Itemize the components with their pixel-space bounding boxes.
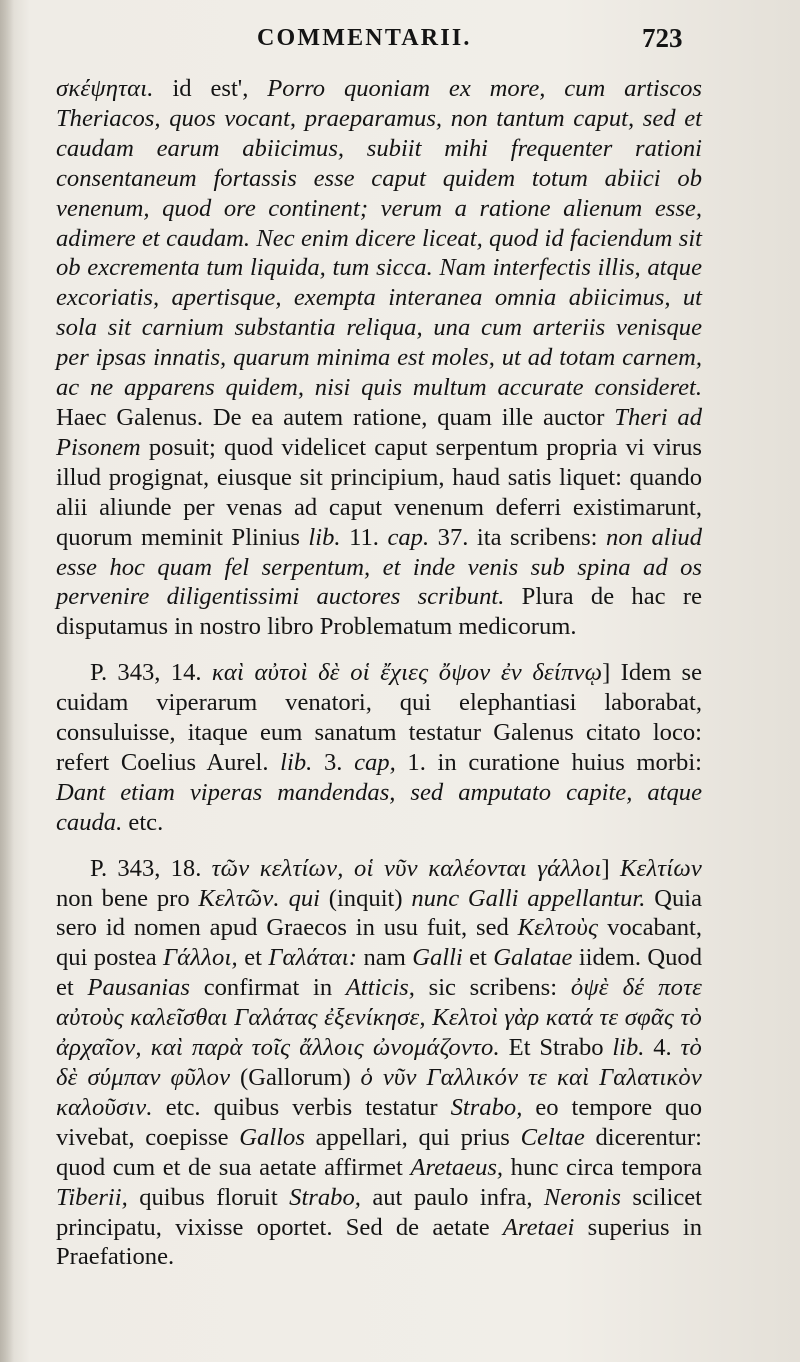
body-text: iidem. Quod et	[56, 944, 702, 1002]
italic-text: Tiberii,	[56, 1183, 128, 1211]
running-head	[0, 24, 800, 60]
greek-quotation: Γάλλοι,	[162, 944, 238, 972]
body-text: ] Idem se cuidam viperarum venatori, qui elephantiasi laborabat, consuluisse, itaque eum sanatum testatur Galenus citato loco: refert Coelius Aurel.	[56, 659, 702, 776]
body-text: ]	[601, 854, 620, 882]
greek-quotation: Κελτῶν.	[198, 884, 280, 912]
body-text: superius in Praefatione.	[56, 1213, 702, 1271]
body-text: confirmat in	[189, 974, 346, 1002]
italic-text: Atticis,	[345, 974, 415, 1002]
body-text: scilicet principatu, vixisse oportet. Sed de aetate	[56, 1183, 702, 1241]
greek-quotation: ὁ νῦν Γαλλικόν τε καὶ Γαλατικὸν καλοῦσιν.	[56, 1064, 702, 1121]
greek-quotation: τὸ δὲ σύμπαν φῦλον	[56, 1034, 702, 1091]
italic-text: Porro quoniam ex more, cum artiscos Theriacos, quos vocant, praeparamus, non tantum caput, sed et caudam earum abiicimus, subiit mihi frequenter rationi consentaneum fortassis esse caput quidem totum abiici ob venenum, quod ore continent; verum a ratione alienum esse, adimere et caudam. Nec enim dicere liceat, quod id faciendum sit ob excrementa tum liquida, tum sicca. Nam interfectis illis, atque excoriatis, apertisque, exempta interanea omnia abiicimus, ut sola sit carnium substantia reliqua, una cum arteriis venisque per ipsas innatis, quarum minima est moles, ut ad totam carnem, ac ne apparens quidem, nisi quis multum accurate consideret.	[56, 75, 703, 402]
body-text: 4.	[644, 1034, 681, 1062]
body-text: Et Strabo	[499, 1034, 613, 1062]
greek-quotation: σκέψηται.	[56, 75, 154, 102]
body-text: appellari, qui prius	[304, 1123, 521, 1151]
italic-text: Aretaei	[502, 1213, 575, 1241]
running-head-title: COMMENTARII.	[257, 25, 472, 51]
body-text: vocabant, qui postea	[56, 914, 702, 972]
greek-quotation: Γαλάται:	[268, 944, 358, 972]
italic-text: non aliud esse hoc quam fel serpentum, et inde venis sub spina ad os pervenire diligentissimi auctores scribunt.	[56, 523, 702, 611]
page-number: 723	[642, 23, 683, 53]
italic-text: Aretaeus,	[410, 1153, 504, 1181]
body-text	[280, 885, 289, 912]
italic-text: Strabo,	[450, 1093, 523, 1121]
body-text: Plura de hac re disputamus in nostro libro Problematum medicorum.	[56, 583, 702, 641]
italic-text: lib.	[612, 1034, 645, 1062]
italic-text: qui	[288, 884, 321, 912]
body-text: hunc circa tempora	[503, 1153, 702, 1181]
greek-quotation: ὀψὲ δέ ποτε αὐτοὺς καλεῖσθαι Γαλάτας ἐξενίκησε, Κελτοὶ γὰρ κατά τε σφᾶς τὸ ἀρχαῖον, καὶ παρὰ τοῖς ἄλλοις ὠνομάζοντο.	[56, 974, 702, 1062]
body-text: etc. quibus verbis testatur	[152, 1093, 451, 1121]
body-text: sic scribens:	[414, 974, 571, 1002]
italic-text: Dant etiam viperas mandendas, sed amputato capite, atque cauda.	[56, 778, 702, 836]
commentary-paragraph	[56, 854, 702, 1273]
italic-text: Pausanias	[87, 974, 190, 1002]
body-text: aut paulo infra,	[360, 1183, 544, 1211]
greek-quotation: καὶ αὐτοὶ δὲ οἱ ἔχιες ὄψον ἐν δείπνῳ	[211, 659, 603, 687]
body-text: posuit; quod videlicet caput serpentum propria vi virus illud progignat, eiusque sit principium, haud satis liquet: quando alii aliunde per venas ad caput venenum deferri existimarunt, quorum meminit Plinius	[56, 433, 702, 551]
commentary-paragraph	[56, 658, 702, 837]
body-text: id est',	[153, 75, 268, 102]
body-text: P. 343, 18.	[90, 854, 212, 882]
body-text: (inquit)	[320, 884, 412, 912]
body-text: 11.	[340, 523, 388, 551]
body-text: quibus floruit	[127, 1183, 290, 1211]
body-text: Haec Galenus. De ea autem ratione, quam ille auctor	[56, 403, 615, 431]
body-text: 3.	[312, 748, 355, 776]
body-text: et	[462, 944, 494, 972]
italic-text: Celtae	[520, 1123, 585, 1151]
italic-text: cap.	[387, 523, 430, 551]
commentary-paragraph	[56, 74, 702, 642]
italic-text: cap,	[354, 748, 396, 776]
body-text: P. 343, 14.	[90, 659, 212, 687]
body-text: nam	[357, 944, 413, 972]
italic-text: Neronis	[543, 1183, 621, 1211]
body-text: eo tempore quo vivebat, coepisse	[56, 1093, 702, 1151]
body-text: etc.	[122, 808, 164, 836]
italic-text: lib.	[308, 523, 341, 551]
italic-text: Strabo,	[289, 1183, 361, 1211]
italic-text: lib.	[280, 748, 313, 776]
body-text: non bene pro	[56, 884, 199, 912]
body-text: (Gallorum)	[230, 1064, 361, 1091]
commentary-text	[56, 74, 702, 1272]
body-text: et	[237, 944, 269, 972]
greek-quotation: Κελτίων	[619, 854, 703, 882]
body-text: 1. in curatione huius morbi:	[395, 748, 703, 776]
italic-text: Galli	[412, 944, 463, 972]
italic-text: Galatae	[493, 944, 573, 972]
italic-text: nunc Galli appellantur.	[411, 884, 646, 912]
body-text: Quia sero id nomen apud Graecos in usu fuit, sed	[56, 884, 702, 942]
italic-text: Gallos	[239, 1123, 305, 1151]
page-gutter-shadow	[0, 0, 14, 1362]
greek-quotation: Κελτοὺς	[517, 914, 599, 942]
italic-text: Theri ad Pisonem	[56, 403, 702, 461]
greek-quotation: τῶν κελτίων, οἱ νῦν καλέονται γάλλοι	[211, 854, 602, 882]
body-text: 37. ita scribens:	[429, 523, 607, 551]
body-text: dicerentur: quod cum et de sua aetate affirmet	[56, 1123, 703, 1181]
